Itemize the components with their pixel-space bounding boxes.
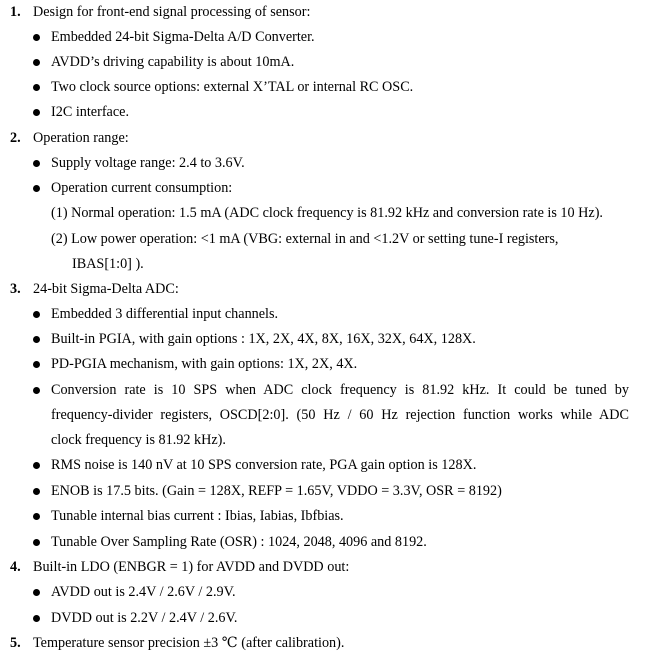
sub-item-text: (2) Low power operation: <1 mA (VBG: external in and <1.2V or setting tune-I registers,: [51, 231, 559, 247]
list-item-text: Two clock source options: external X’TAL or internal RC OSC.: [51, 79, 414, 95]
list-item-continuation: [0, 403, 645, 428]
list-item-text: Embedded 3 differential input channels.: [51, 306, 279, 322]
list-item-continuation: [0, 428, 645, 453]
bullet-icon: [33, 361, 40, 368]
bullet-icon: [33, 336, 40, 343]
bullet-icon: [33, 34, 40, 41]
bullet-icon: [33, 589, 40, 596]
list-item-text: Embedded 24-bit Sigma-Delta A/D Converter.: [51, 29, 315, 45]
section-title: Design for front-end signal processing of sensor:: [33, 4, 311, 20]
section-3-heading: [0, 277, 645, 302]
list-item: [0, 479, 645, 504]
section-1-heading: [0, 0, 645, 25]
list-item: [0, 580, 645, 605]
section-4-heading: [0, 555, 645, 580]
list-item: [0, 606, 645, 631]
bullet-icon: [33, 160, 40, 167]
list-item: [0, 302, 645, 327]
list-item-text: Built-in PGIA, with gain options : 1X, 2X, 4X, 8X, 16X, 32X, 64X, 128X.: [51, 331, 476, 347]
section-number: 5.: [10, 635, 21, 651]
list-item-text: AVDD’s driving capability is about 10mA.: [51, 54, 295, 70]
section-title: Operation range:: [33, 130, 129, 146]
bullet-icon: [33, 185, 40, 192]
list-item-text: Supply voltage range: 2.4 to 3.6V.: [51, 155, 245, 171]
list-item: [0, 530, 645, 555]
list-item-text: Tunable Over Sampling Rate (OSR) : 1024, 2048, 4096 and 8192.: [51, 534, 427, 550]
list-item-text: Tunable internal bias current : Ibias, Iabias, Ibfbias.: [51, 508, 344, 524]
sub-item-text: IBAS[1:0] ).: [72, 256, 144, 272]
list-item-text: ENOB is 17.5 bits. (Gain = 128X, REFP = 1.65V, VDDO = 3.3V, OSR = 8192): [51, 483, 502, 499]
section-title: Built-in LDO (ENBGR = 1) for AVDD and DVDD out:: [33, 559, 350, 575]
list-item-text: RMS noise is 140 nV at 10 SPS conversion rate, PGA gain option is 128X.: [51, 457, 477, 473]
list-item-text: DVDD out is 2.2V / 2.4V / 2.6V.: [51, 610, 238, 626]
section-title: 24-bit Sigma-Delta ADC:: [33, 281, 179, 297]
bullet-icon: [33, 311, 40, 318]
bullet-icon: [33, 462, 40, 469]
list-item: [0, 176, 645, 201]
sub-item-text: (1) Normal operation: 1.5 mA (ADC clock frequency is 81.92 kHz and conversion rate is 10 Hz).: [51, 205, 603, 221]
sub-item: [0, 201, 645, 226]
list-item: [0, 50, 645, 75]
sub-item-continuation: [0, 252, 645, 277]
list-item: [0, 75, 645, 100]
bullet-icon: [33, 84, 40, 91]
list-item: [0, 151, 645, 176]
bullet-icon: [33, 488, 40, 495]
section-number: 3.: [10, 281, 21, 297]
list-item: [0, 352, 645, 377]
bullet-icon: [33, 387, 40, 394]
list-item: [0, 25, 645, 50]
section-title: Temperature sensor precision ±3 ℃ (after calibration).: [33, 635, 345, 651]
bullet-icon: [33, 59, 40, 66]
list-item: [0, 378, 645, 403]
section-2-heading: [0, 126, 645, 151]
section-number: 4.: [10, 559, 21, 575]
list-item-text: I2C interface.: [51, 104, 129, 120]
list-item: [0, 327, 645, 352]
list-item-text: AVDD out is 2.4V / 2.6V / 2.9V.: [51, 584, 236, 600]
section-number: 1.: [10, 4, 21, 20]
list-item: [0, 453, 645, 478]
list-item: [0, 100, 645, 125]
bullet-icon: [33, 109, 40, 116]
list-item-text: clock frequency is 81.92 kHz).: [51, 432, 226, 448]
section-number: 2.: [10, 130, 21, 146]
section-5-heading: [0, 631, 645, 656]
list-item-text: Operation current consumption:: [51, 180, 233, 196]
bullet-icon: [33, 615, 40, 622]
list-item-text: PD-PGIA mechanism, with gain options: 1X, 2X, 4X.: [51, 356, 358, 372]
list-item-text: Conversion rate is 10 SPS when ADC clock frequency is 81.92 kHz. It could be tuned by: [51, 382, 629, 398]
list-item: [0, 504, 645, 529]
bullet-icon: [33, 539, 40, 546]
bullet-icon: [33, 513, 40, 520]
sub-item: [0, 227, 645, 252]
list-item-text: frequency-divider registers, OSCD[2:0]. (50 Hz / 60 Hz rejection function works while ADC: [51, 407, 629, 423]
